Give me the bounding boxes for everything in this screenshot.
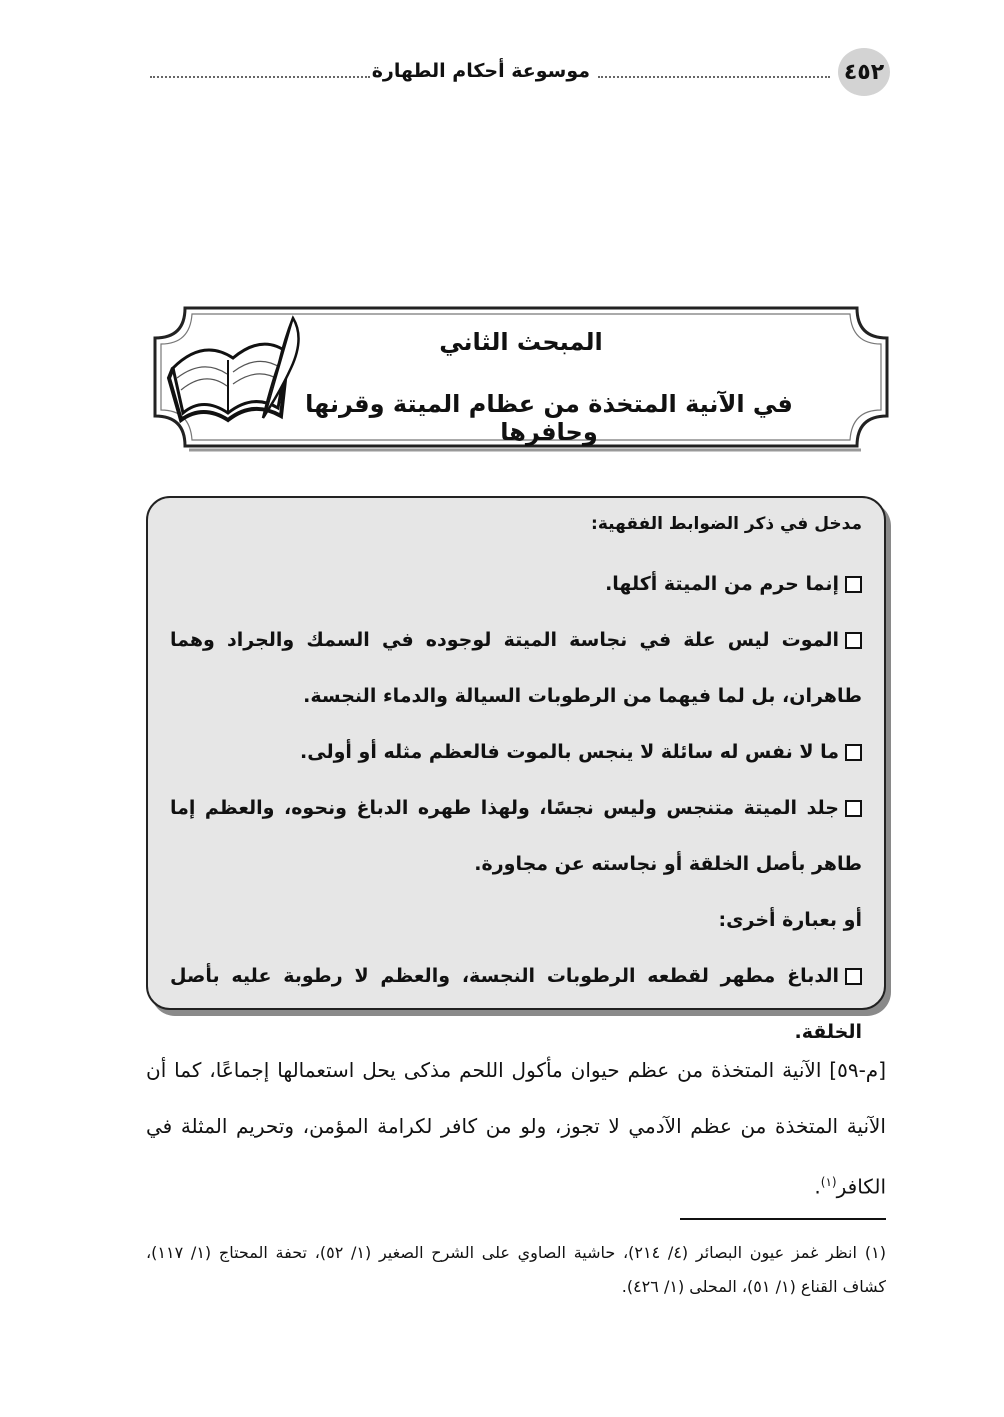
body-paragraph: [م-٥٩] الآنية المتخذة من عظم حيوان مأكول اللحم مذكى يحل استعمالها إجماعًا، كما أن الآنية المتخذة من عظم الآدمي لا تجوز، ولو من كافر لكرامة المؤمن، وتحريم المثلة في الكافر$^{(١)}$.	[146, 1058, 886, 1199]
alternative-label: أو بعبارة أخرى:	[718, 909, 862, 931]
header-dotted-leader-left	[150, 76, 370, 78]
section-title-main: المبحث الثاني	[439, 328, 603, 356]
page-header	[150, 48, 890, 98]
section-title-sub: في الآنية المتخذة من عظام الميتة وقرنها وحافرها	[305, 390, 793, 446]
footnote	[146, 1236, 886, 1304]
rules-intro: مدخل في ذكر الضوابط الفقهية:	[591, 514, 862, 534]
checkbox-square-icon	[845, 800, 862, 817]
rule-item: جلد الميتة متنجس وليس نجسًا، ولهذا طهره الدباغ ونحوه، والعظم إما طاهر بأصل الخلقة أو نجاسته عن مجاورة.	[170, 797, 862, 875]
checkbox-square-icon	[845, 744, 862, 761]
header-dotted-leader-right	[598, 76, 830, 78]
rule-item-alternative: الدباغ مطهر لقطعه الرطوبات النجسة، والعظم لا رطوبة عليه بأصل الخلقة.	[170, 965, 862, 1043]
checkbox-square-icon	[845, 968, 862, 985]
running-title: موسوعة أحكام الطهارة	[371, 60, 590, 82]
rule-item: إنما حرم من الميتة أكلها.	[170, 556, 862, 612]
footnote-separator	[680, 1218, 886, 1220]
footnote-reference[interactable]: (١)	[820, 1175, 837, 1189]
section-title-frame	[145, 298, 897, 456]
checkbox-square-icon	[845, 576, 862, 593]
rules-box	[146, 496, 886, 1043]
rule-item: ما لا نفس له سائلة لا ينجس بالموت فالعظم مثله أو أولى.	[170, 724, 862, 780]
footnote-label: (١)	[864, 1243, 887, 1262]
page-number: ٤٥٢	[838, 48, 890, 96]
rule-item: الموت ليس علة في نجاسة الميتة لوجوده في السمك والجراد وهما طاهران، بل لما فيهما من الرطوبات السيالة والدماء النجسة.	[170, 629, 862, 707]
checkbox-square-icon	[845, 632, 862, 649]
footnote-text: انظر غمز عيون البصائر (٤/ ٢١٤)، حاشية الصاوي على الشرح الصغير (١/ ٥٢)، تحفة المحتاج (١/ ١١٧)، كشاف القناع (١/ ٥١)، المحلى (١/ ٤٢٦).	[146, 1243, 886, 1296]
